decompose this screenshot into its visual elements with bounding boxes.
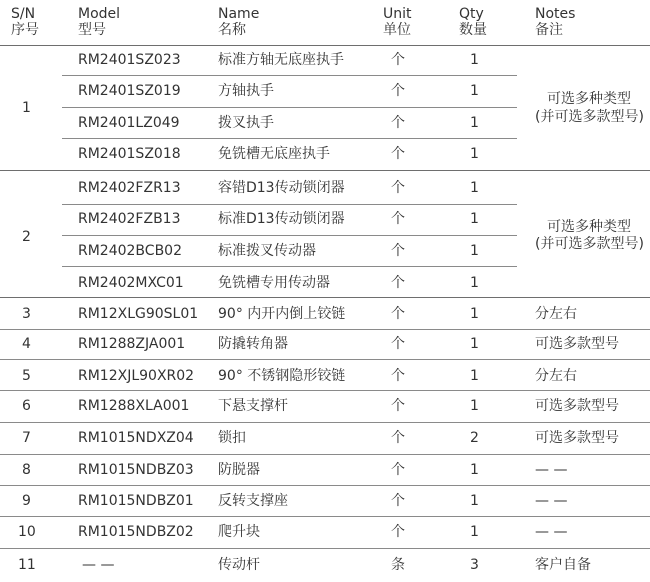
- row-divider: [0, 329, 650, 330]
- row-unit: 个: [391, 462, 405, 478]
- header-divider: [0, 45, 650, 46]
- row-note: — —: [535, 493, 568, 509]
- row-divider: [0, 422, 650, 423]
- row-model: RM1015NDBZ01: [78, 493, 194, 509]
- row-name: 90° 不锈钢隐形铰链: [218, 368, 346, 384]
- header-notes-zh: 备注: [535, 22, 563, 38]
- row-divider: [62, 107, 517, 108]
- row-model: RM1288XLA001: [78, 398, 190, 414]
- row-note: 可选多款型号: [535, 336, 619, 352]
- row-divider: [0, 454, 650, 455]
- row-qty: 1: [470, 180, 479, 196]
- row-divider: [0, 390, 650, 391]
- row-note: 客户自备: [535, 557, 591, 573]
- group-note-line1: 可选多种类型: [547, 91, 631, 107]
- row-name: 锁扣: [218, 430, 246, 446]
- row-divider: [62, 75, 517, 76]
- row-model: RM1015NDBZ02: [78, 524, 194, 540]
- row-model: RM1288ZJA001: [78, 336, 186, 352]
- row-name: 下悬支撑杆: [218, 398, 288, 414]
- row-unit: 个: [391, 524, 405, 540]
- row-note: 分左右: [535, 306, 577, 322]
- header-notes-en: Notes: [535, 6, 576, 22]
- row-note: 可选多款型号: [535, 398, 619, 414]
- row-name: 爬升块: [218, 524, 260, 540]
- header-unit-en: Unit: [383, 6, 412, 22]
- row-sn: 11: [18, 557, 36, 573]
- group-sn: 1: [22, 100, 31, 116]
- row-model: RM12XLG90SL01: [78, 306, 199, 322]
- row-name: 传动杆: [218, 557, 260, 573]
- row-model: RM12XJL90XR02: [78, 368, 195, 384]
- row-sn: 8: [22, 462, 31, 478]
- row-qty: 1: [470, 524, 479, 540]
- row-unit: 个: [391, 493, 405, 509]
- row-unit: 个: [391, 243, 405, 259]
- row-note: 分左右: [535, 368, 577, 384]
- row-note: — —: [535, 524, 568, 540]
- header-qty-zh: 数量: [459, 22, 487, 38]
- row-model: RM2401SZ019: [78, 83, 181, 99]
- row-qty: 1: [470, 83, 479, 99]
- row-unit: 个: [391, 275, 405, 291]
- row-sn: 9: [22, 493, 31, 509]
- row-unit: 个: [391, 115, 405, 131]
- row-sn: 4: [22, 336, 31, 352]
- row-model: RM2402FZB13: [78, 211, 181, 227]
- row-qty: 3: [470, 557, 479, 573]
- header-qty-en: Qty: [459, 6, 484, 22]
- row-name: 容错D13传动锁闭器: [218, 180, 345, 196]
- row-qty: 1: [470, 146, 479, 162]
- row-unit: 个: [391, 430, 405, 446]
- header-name-en: Name: [218, 6, 260, 22]
- group-note-line2: (并可选多款型号): [535, 236, 644, 252]
- group-note-line1: 可选多种类型: [547, 219, 631, 235]
- row-divider: [0, 485, 650, 486]
- row-qty: 1: [470, 462, 479, 478]
- row-divider: [62, 204, 517, 205]
- row-qty: 1: [470, 52, 479, 68]
- row-unit: 个: [391, 180, 405, 196]
- header-model-zh: 型号: [78, 22, 106, 38]
- row-unit: 个: [391, 146, 405, 162]
- group-note-line2: (并可选多款型号): [535, 109, 644, 125]
- row-divider: [0, 516, 650, 517]
- row-qty: 1: [470, 115, 479, 131]
- row-name: 防撬转角器: [218, 336, 288, 352]
- row-qty: 1: [470, 211, 479, 227]
- row-name: 免铣槽专用传动器: [218, 275, 330, 291]
- group-sn: 2: [22, 229, 31, 245]
- row-qty: 1: [470, 398, 479, 414]
- row-name: 反转支撑座: [218, 493, 288, 509]
- row-unit: 个: [391, 83, 405, 99]
- row-unit: 个: [391, 52, 405, 68]
- row-model: RM2402BCB02: [78, 243, 182, 259]
- row-unit: 个: [391, 398, 405, 414]
- row-unit: 个: [391, 306, 405, 322]
- row-qty: 1: [470, 275, 479, 291]
- row-divider: [62, 235, 517, 236]
- row-qty: 2: [470, 430, 479, 446]
- row-qty: 1: [470, 493, 479, 509]
- row-unit: 条: [391, 557, 405, 573]
- row-divider: [0, 548, 650, 549]
- row-unit: 个: [391, 368, 405, 384]
- row-name: 拨叉执手: [218, 115, 274, 131]
- row-name: 方轴执手: [218, 83, 274, 99]
- header-model-en: Model: [78, 6, 121, 22]
- row-name: 标准D13传动锁闭器: [218, 211, 345, 227]
- row-divider: [62, 138, 517, 139]
- row-divider: [62, 266, 517, 267]
- row-note: 可选多款型号: [535, 430, 619, 446]
- row-model: RM1015NDXZ04: [78, 430, 194, 446]
- row-model: RM2402FZR13: [78, 180, 181, 196]
- group-divider: [0, 297, 650, 298]
- row-qty: 1: [470, 368, 479, 384]
- row-model: RM1015NDBZ03: [78, 462, 194, 478]
- row-name: 90° 内开内倒上铰链: [218, 306, 346, 322]
- row-model: RM2401SZ023: [78, 52, 181, 68]
- row-qty: 1: [470, 243, 479, 259]
- row-sn: 5: [22, 368, 31, 384]
- row-unit: 个: [391, 336, 405, 352]
- row-name: 防脱器: [218, 462, 260, 478]
- header-unit-zh: 单位: [383, 22, 411, 38]
- row-model: RM2401LZ049: [78, 115, 180, 131]
- row-sn: 6: [22, 398, 31, 414]
- row-qty: 1: [470, 306, 479, 322]
- row-sn: 10: [18, 524, 36, 540]
- row-name: 标准拨叉传动器: [218, 243, 316, 259]
- header-name-zh: 名称: [218, 22, 246, 38]
- row-note: — —: [535, 462, 568, 478]
- row-name: 免铣槽无底座执手: [218, 146, 330, 162]
- row-sn: 3: [22, 306, 31, 322]
- row-model: RM2401SZ018: [78, 146, 181, 162]
- row-unit: 个: [391, 211, 405, 227]
- header-sn-zh: 序号: [11, 22, 39, 38]
- row-model: — —: [82, 557, 115, 573]
- header-sn-en: S/N: [11, 6, 36, 22]
- row-sn: 7: [22, 430, 31, 446]
- row-qty: 1: [470, 336, 479, 352]
- group-divider: [0, 170, 650, 171]
- row-name: 标准方轴无底座执手: [218, 52, 344, 68]
- row-divider: [0, 359, 650, 360]
- row-model: RM2402MXC01: [78, 275, 184, 291]
